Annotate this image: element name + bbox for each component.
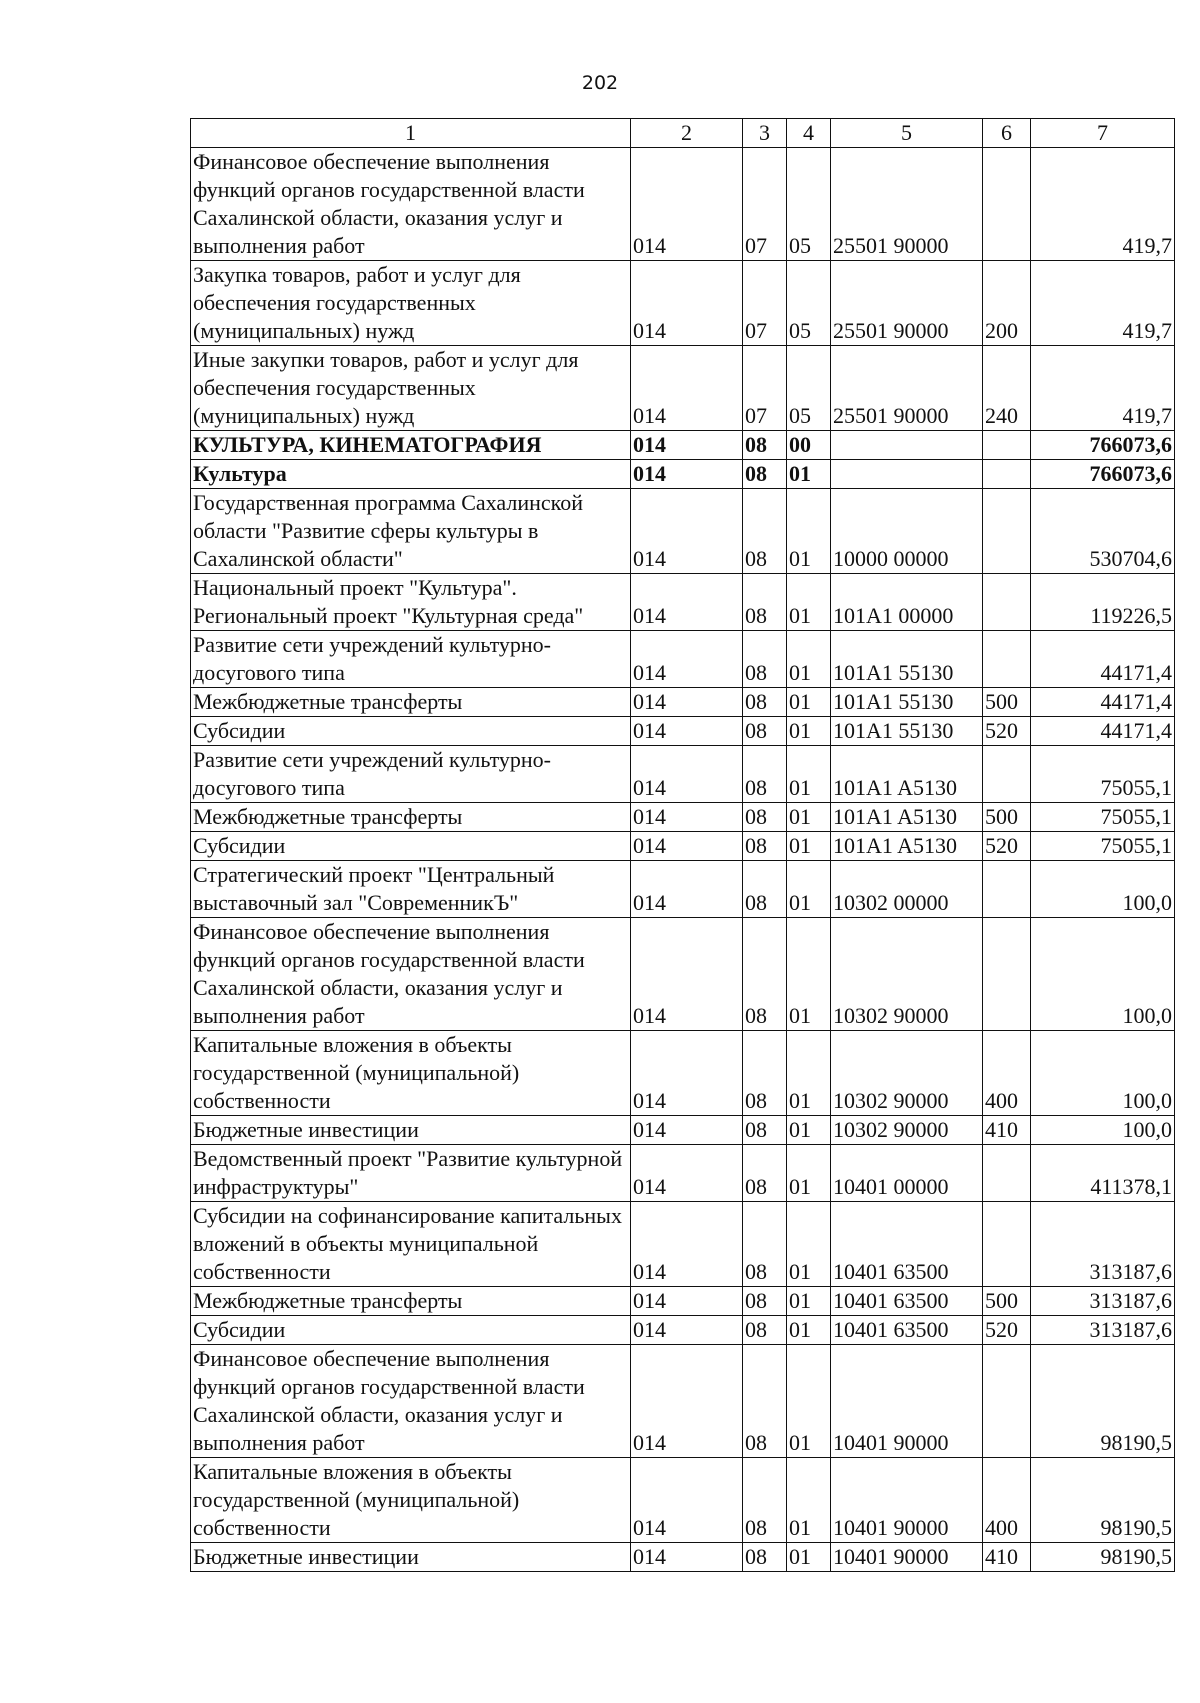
column-header: 4 [787,119,831,148]
section-code-cell: 08 [743,688,787,717]
section-code-cell: 08 [743,460,787,489]
section-code-cell: 07 [743,261,787,346]
target-article-cell: 10401 90000 [831,1458,983,1543]
row-name-cell: Капитальные вложения в объекты государственной (муниципальной) собственности [191,1031,631,1116]
grbs-code-cell: 014 [631,631,743,688]
row-name-cell: Закупка товаров, работ и услуг для обеспечения государственных (муниципальных) нужд [191,261,631,346]
table-row [191,1202,1175,1287]
section-code-cell: 08 [743,431,787,460]
section-code-cell: 08 [743,803,787,832]
subsection-code-cell: 01 [787,460,831,489]
column-header: 1 [191,119,631,148]
amount-cell: 313187,6 [1031,1287,1175,1316]
grbs-code-cell: 014 [631,1543,743,1572]
page-number: 202 [581,72,619,94]
row-name-cell: Субсидии [191,1316,631,1345]
row-name-cell: Субсидии [191,832,631,861]
expense-type-cell [983,861,1031,918]
subsection-code-cell: 05 [787,148,831,261]
row-name-cell: Межбюджетные трансферты [191,803,631,832]
subsection-code-cell: 01 [787,1287,831,1316]
amount-cell: 411378,1 [1031,1145,1175,1202]
amount-cell: 75055,1 [1031,746,1175,803]
expense-type-cell: 500 [983,803,1031,832]
subsection-code-cell: 01 [787,717,831,746]
table-row [191,861,1175,918]
amount-cell: 75055,1 [1031,832,1175,861]
target-article-cell: 10302 90000 [831,918,983,1031]
target-article-cell: 101A1 55130 [831,717,983,746]
amount-cell: 766073,6 [1031,431,1175,460]
row-name-cell: Иные закупки товаров, работ и услуг для обеспечения государственных (муниципальных) нужд [191,346,631,431]
expense-type-cell: 520 [983,717,1031,746]
target-article-cell: 10401 90000 [831,1345,983,1458]
amount-cell: 100,0 [1031,918,1175,1031]
section-code-cell: 08 [743,1202,787,1287]
amount-cell: 419,7 [1031,148,1175,261]
table-row [191,688,1175,717]
expense-type-cell: 520 [983,832,1031,861]
table-row [191,148,1175,261]
target-article-cell: 101A1 55130 [831,688,983,717]
target-article-cell: 10000 00000 [831,489,983,574]
target-article-cell: 10401 00000 [831,1145,983,1202]
subsection-code-cell: 01 [787,1543,831,1572]
table-row [191,1543,1175,1572]
grbs-code-cell: 014 [631,1316,743,1345]
row-name-cell: Субсидии [191,717,631,746]
grbs-code-cell: 014 [631,746,743,803]
grbs-code-cell: 014 [631,460,743,489]
section-code-cell: 08 [743,861,787,918]
target-article-cell [831,460,983,489]
row-name-cell: Субсидии на софинансирование капитальных вложений в объекты муниципальной собственности [191,1202,631,1287]
amount-cell: 44171,4 [1031,631,1175,688]
grbs-code-cell: 014 [631,803,743,832]
amount-cell: 75055,1 [1031,803,1175,832]
row-name-cell: Развитие сети учреждений культурно-досугового типа [191,746,631,803]
row-name-cell: Культура [191,460,631,489]
target-article-cell: 10401 63500 [831,1316,983,1345]
subsection-code-cell: 01 [787,631,831,688]
subsection-code-cell: 01 [787,1202,831,1287]
grbs-code-cell: 014 [631,431,743,460]
target-article-cell: 101A1 00000 [831,574,983,631]
target-article-cell: 10302 00000 [831,861,983,918]
target-article-cell: 101A1 A5130 [831,832,983,861]
expense-type-cell: 500 [983,688,1031,717]
target-article-cell: 25501 90000 [831,148,983,261]
subsection-code-cell: 01 [787,1458,831,1543]
row-name-cell: Межбюджетные трансферты [191,688,631,717]
amount-cell: 98190,5 [1031,1458,1175,1543]
row-name-cell: Развитие сети учреждений культурно-досугового типа [191,631,631,688]
target-article-cell: 10401 63500 [831,1287,983,1316]
subsection-code-cell: 05 [787,346,831,431]
subsection-code-cell: 01 [787,1031,831,1116]
grbs-code-cell: 014 [631,1202,743,1287]
amount-cell: 766073,6 [1031,460,1175,489]
subsection-code-cell: 05 [787,261,831,346]
table-row [191,1031,1175,1116]
expense-type-cell [983,431,1031,460]
subsection-code-cell: 01 [787,918,831,1031]
target-article-cell: 101A1 A5130 [831,803,983,832]
column-header: 2 [631,119,743,148]
amount-cell: 119226,5 [1031,574,1175,631]
expense-type-cell [983,918,1031,1031]
subsection-code-cell: 01 [787,688,831,717]
expense-type-cell: 410 [983,1116,1031,1145]
expense-type-cell [983,1202,1031,1287]
table-row [191,746,1175,803]
grbs-code-cell: 014 [631,1287,743,1316]
table-body [191,119,1175,1572]
expense-type-cell [983,746,1031,803]
section-code-cell: 08 [743,1543,787,1572]
row-name-cell: Финансовое обеспечение выполнения функций органов государственной власти Сахалинской области, оказания услуг и выполнения работ [191,918,631,1031]
expense-type-cell [983,631,1031,688]
grbs-code-cell: 014 [631,489,743,574]
grbs-code-cell: 014 [631,717,743,746]
section-code-cell: 08 [743,1345,787,1458]
target-article-cell: 10302 90000 [831,1031,983,1116]
row-name-cell: Бюджетные инвестиции [191,1116,631,1145]
table-row [191,431,1175,460]
grbs-code-cell: 014 [631,261,743,346]
table-row [191,1116,1175,1145]
subsection-code-cell: 01 [787,746,831,803]
table-row [191,803,1175,832]
budget-table [190,118,1175,1572]
table-row [191,261,1175,346]
subsection-code-cell: 01 [787,1345,831,1458]
table-row [191,1316,1175,1345]
expense-type-cell: 200 [983,261,1031,346]
amount-cell: 98190,5 [1031,1345,1175,1458]
row-name-cell: Бюджетные инвестиции [191,1543,631,1572]
row-name-cell: Национальный проект "Культура". Региональный проект "Культурная среда" [191,574,631,631]
section-code-cell: 08 [743,918,787,1031]
amount-cell: 100,0 [1031,861,1175,918]
target-article-cell: 101A1 55130 [831,631,983,688]
target-article-cell [831,431,983,460]
section-code-cell: 08 [743,1031,787,1116]
table-row [191,832,1175,861]
section-code-cell: 08 [743,1458,787,1543]
target-article-cell: 10302 90000 [831,1116,983,1145]
subsection-code-cell: 01 [787,1116,831,1145]
amount-cell: 44171,4 [1031,688,1175,717]
grbs-code-cell: 014 [631,574,743,631]
expense-type-cell: 410 [983,1543,1031,1572]
amount-cell: 98190,5 [1031,1543,1175,1572]
row-name-cell: Финансовое обеспечение выполнения функций органов государственной власти Сахалинской области, оказания услуг и выполнения работ [191,148,631,261]
expense-type-cell [983,460,1031,489]
table-row [191,574,1175,631]
section-code-cell: 08 [743,1145,787,1202]
section-code-cell: 08 [743,489,787,574]
subsection-code-cell: 01 [787,489,831,574]
table-row [191,460,1175,489]
expense-type-cell: 240 [983,346,1031,431]
row-name-cell: Государственная программа Сахалинской области "Развитие сферы культуры в Сахалинской области" [191,489,631,574]
section-code-cell: 08 [743,1287,787,1316]
row-name-cell: Финансовое обеспечение выполнения функций органов государственной власти Сахалинской области, оказания услуг и выполнения работ [191,1345,631,1458]
expense-type-cell: 500 [983,1287,1031,1316]
row-name-cell: Межбюджетные трансферты [191,1287,631,1316]
grbs-code-cell: 014 [631,1145,743,1202]
section-code-cell: 08 [743,832,787,861]
section-code-cell: 08 [743,1316,787,1345]
amount-cell: 100,0 [1031,1031,1175,1116]
table-row [191,1145,1175,1202]
table-row [191,717,1175,746]
grbs-code-cell: 014 [631,1458,743,1543]
grbs-code-cell: 014 [631,688,743,717]
section-code-cell: 08 [743,717,787,746]
section-code-cell: 08 [743,574,787,631]
expense-type-cell [983,148,1031,261]
amount-cell: 419,7 [1031,261,1175,346]
amount-cell: 419,7 [1031,346,1175,431]
table-row [191,631,1175,688]
column-header: 3 [743,119,787,148]
column-header: 5 [831,119,983,148]
row-name-cell: Ведомственный проект "Развитие культурной инфраструктуры" [191,1145,631,1202]
subsection-code-cell: 01 [787,1145,831,1202]
section-code-cell: 08 [743,631,787,688]
amount-cell: 530704,6 [1031,489,1175,574]
grbs-code-cell: 014 [631,1345,743,1458]
table-row [191,1458,1175,1543]
amount-cell: 44171,4 [1031,717,1175,746]
target-article-cell: 10401 90000 [831,1543,983,1572]
subsection-code-cell: 01 [787,574,831,631]
subsection-code-cell: 01 [787,803,831,832]
expense-type-cell: 400 [983,1458,1031,1543]
target-article-cell: 10401 63500 [831,1202,983,1287]
subsection-code-cell: 00 [787,431,831,460]
amount-cell: 313187,6 [1031,1316,1175,1345]
expense-type-cell [983,1145,1031,1202]
section-code-cell: 07 [743,346,787,431]
expense-type-cell: 520 [983,1316,1031,1345]
table-header-row [191,119,1175,148]
grbs-code-cell: 014 [631,1031,743,1116]
expense-type-cell [983,489,1031,574]
row-name-cell: Стратегический проект "Центральный выставочный зал "СовременникЪ" [191,861,631,918]
section-code-cell: 08 [743,746,787,803]
grbs-code-cell: 014 [631,918,743,1031]
target-article-cell: 101A1 A5130 [831,746,983,803]
table-row [191,918,1175,1031]
expense-type-cell: 400 [983,1031,1031,1116]
table-row [191,1287,1175,1316]
column-header: 6 [983,119,1031,148]
grbs-code-cell: 014 [631,346,743,431]
grbs-code-cell: 014 [631,1116,743,1145]
subsection-code-cell: 01 [787,1316,831,1345]
grbs-code-cell: 014 [631,148,743,261]
table-row [191,489,1175,574]
grbs-code-cell: 014 [631,832,743,861]
target-article-cell: 25501 90000 [831,261,983,346]
expense-type-cell [983,1345,1031,1458]
table-row [191,346,1175,431]
amount-cell: 100,0 [1031,1116,1175,1145]
grbs-code-cell: 014 [631,861,743,918]
amount-cell: 313187,6 [1031,1202,1175,1287]
subsection-code-cell: 01 [787,861,831,918]
row-name-cell: КУЛЬТУРА, КИНЕМАТОГРАФИЯ [191,431,631,460]
table-row [191,1345,1175,1458]
expense-type-cell [983,574,1031,631]
target-article-cell: 25501 90000 [831,346,983,431]
section-code-cell: 07 [743,148,787,261]
row-name-cell: Капитальные вложения в объекты государственной (муниципальной) собственности [191,1458,631,1543]
section-code-cell: 08 [743,1116,787,1145]
column-header: 7 [1031,119,1175,148]
subsection-code-cell: 01 [787,832,831,861]
